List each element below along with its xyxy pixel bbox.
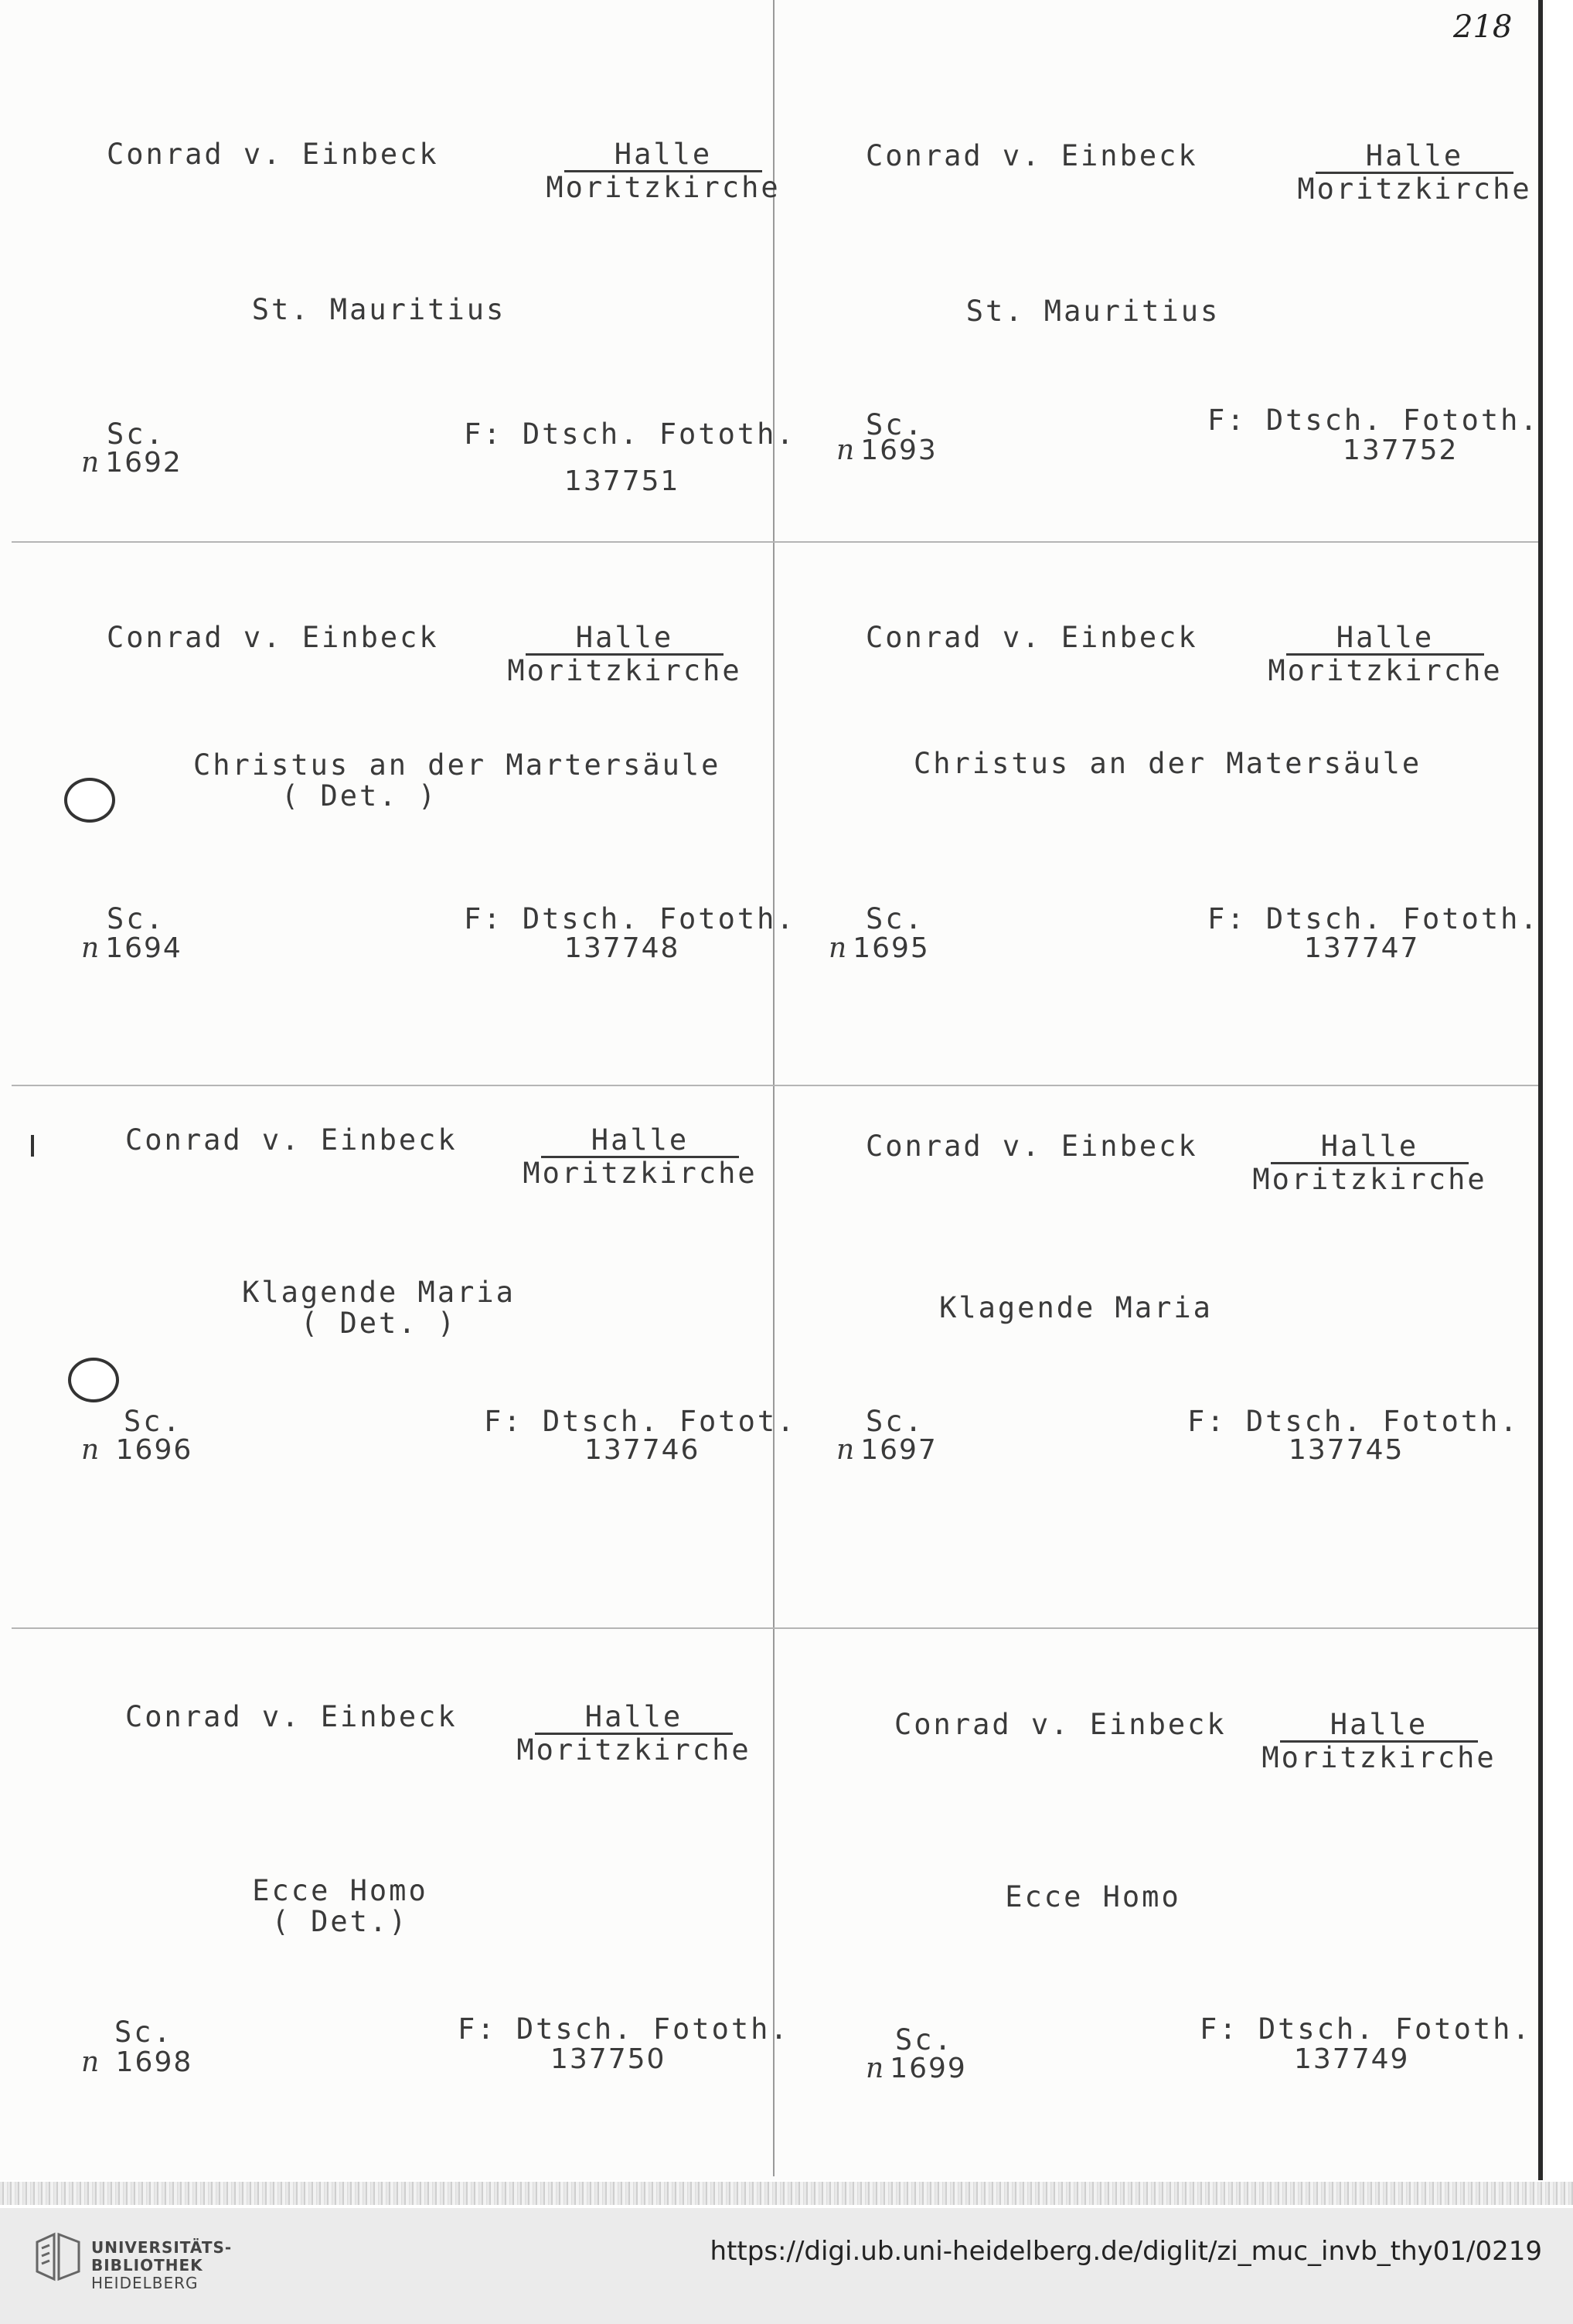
- page-number: 218: [1453, 9, 1513, 45]
- sc-number: n 1692: [81, 447, 182, 479]
- city: Halle: [564, 139, 762, 172]
- artwork-title: St. Mauritius: [251, 293, 506, 326]
- photo-source: F: Dtsch. Fototh.: [464, 417, 796, 451]
- location: [1255, 1709, 1503, 1774]
- photo-number: 137752: [1343, 434, 1459, 466]
- church: Moritzkirche: [516, 1733, 751, 1767]
- catalog-card: [775, 0, 1540, 541]
- sc-label: Sc.: [107, 417, 165, 451]
- sc-label: Sc.: [866, 902, 924, 935]
- detail-note: ( Det.): [271, 1905, 409, 1938]
- sc-label: Sc.: [866, 1405, 924, 1438]
- library-name: UNIVERSITÄTS- BIBLIOTHEK HEIDELBERG: [91, 2238, 233, 2292]
- artist-name: Conrad v. Einbeck: [107, 621, 439, 654]
- sc-label: Sc.: [107, 902, 165, 935]
- catalog-card: [0, 0, 796, 541]
- scan-edge-strip: [0, 2182, 1573, 2205]
- city: Halle: [1316, 141, 1513, 174]
- artist-name: Conrad v. Einbeck: [894, 1708, 1227, 1741]
- sc-label: Sc.: [895, 2023, 954, 2057]
- sc-number: n 1698: [81, 2046, 193, 2078]
- city: Halle: [1286, 622, 1484, 656]
- sc-label: Sc.: [124, 1405, 182, 1438]
- artwork-title: Klagende Maria: [939, 1291, 1213, 1324]
- artwork-title: Klagende Maria: [242, 1276, 516, 1309]
- photo-number: 137751: [564, 465, 680, 497]
- photo-number: 137745: [1289, 1434, 1404, 1466]
- artwork-title: St. Mauritius: [965, 295, 1221, 328]
- source-url-link[interactable]: https://digi.ub.uni-heidelberg.de/diglit/zi_muc_invb_thy01/0219: [710, 2236, 1542, 2267]
- church: Moritzkirche: [1297, 172, 1532, 206]
- church: Moritzkirche: [507, 654, 742, 687]
- location: [516, 1125, 764, 1189]
- catalog-card: [775, 1629, 1536, 2170]
- photo-source: F: Dtsch. Fototh.: [1200, 2012, 1532, 2046]
- city: Halle: [1271, 1131, 1469, 1164]
- detail-note: ( Det. ): [300, 1307, 458, 1340]
- sc-number: n 1697: [836, 1434, 938, 1466]
- church: Moritzkirche: [546, 171, 781, 204]
- location: [540, 139, 787, 203]
- photo-source: F: Dtsch. Fototh.: [1207, 902, 1540, 935]
- artist-name: Conrad v. Einbeck: [107, 138, 439, 171]
- footer-bar: [0, 2208, 1573, 2324]
- catalog-card: [0, 544, 796, 1085]
- library-logo-icon: [31, 2231, 85, 2285]
- sc-label: Sc.: [114, 2016, 173, 2049]
- sc-number: n 1694: [81, 932, 182, 964]
- artist-name: Conrad v. Einbeck: [866, 139, 1198, 172]
- church: Moritzkirche: [1252, 1163, 1487, 1196]
- church: Moritzkirche: [523, 1157, 758, 1190]
- artwork-title: Ecce Homo: [252, 1874, 428, 1907]
- photo-number: 137748: [564, 932, 680, 964]
- location: [510, 1702, 758, 1766]
- photo-source: F: Dtsch. Fototh.: [1187, 1405, 1520, 1438]
- city: Halle: [535, 1702, 733, 1735]
- artwork-title: Christus an der Matersäule: [914, 747, 1422, 780]
- sheet-edge: [1538, 0, 1543, 2180]
- location: [1261, 622, 1509, 687]
- city: Halle: [541, 1125, 739, 1158]
- photo-number: 137747: [1304, 932, 1420, 964]
- catalog-card: [775, 544, 1540, 1085]
- city: Halle: [526, 622, 724, 656]
- sc-number: n 1696: [81, 1434, 193, 1466]
- photo-source: F: Dtsch. Fototh.: [464, 902, 796, 935]
- artist-name: Conrad v. Einbeck: [866, 621, 1198, 654]
- city: Halle: [1280, 1709, 1478, 1743]
- catalog-card: [0, 1629, 790, 2170]
- artist-name: Conrad v. Einbeck: [866, 1130, 1198, 1163]
- photo-number: 137750: [550, 2043, 666, 2075]
- catalog-card: [0, 1086, 797, 1627]
- church: Moritzkirche: [1268, 654, 1503, 687]
- location: [1291, 141, 1538, 205]
- artwork-title: Christus an der Martersäule: [193, 748, 721, 782]
- sc-number: n 1693: [836, 434, 938, 466]
- photo-number: 137746: [584, 1434, 700, 1466]
- artwork-title: Ecce Homo: [1005, 1880, 1181, 1913]
- sc-number: n 1699: [866, 2053, 967, 2084]
- sc-label: Sc.: [866, 408, 924, 441]
- catalog-card: [775, 1086, 1536, 1627]
- artist-name: Conrad v. Einbeck: [125, 1700, 458, 1733]
- location: [1246, 1131, 1493, 1195]
- photo-source: F: Dtsch. Fototh.: [458, 2012, 790, 2046]
- detail-note: ( Det. ): [281, 779, 438, 813]
- church: Moritzkirche: [1261, 1741, 1496, 1774]
- photo-source: F: Dtsch. Fotot.: [484, 1405, 797, 1438]
- card-divider-horizontal: [12, 541, 1538, 543]
- photo-number: 137749: [1294, 2043, 1410, 2075]
- photo-source: F: Dtsch. Fototh.: [1207, 404, 1540, 437]
- sc-number: n 1695: [829, 932, 930, 964]
- location: [501, 622, 748, 687]
- artist-name: Conrad v. Einbeck: [125, 1123, 458, 1157]
